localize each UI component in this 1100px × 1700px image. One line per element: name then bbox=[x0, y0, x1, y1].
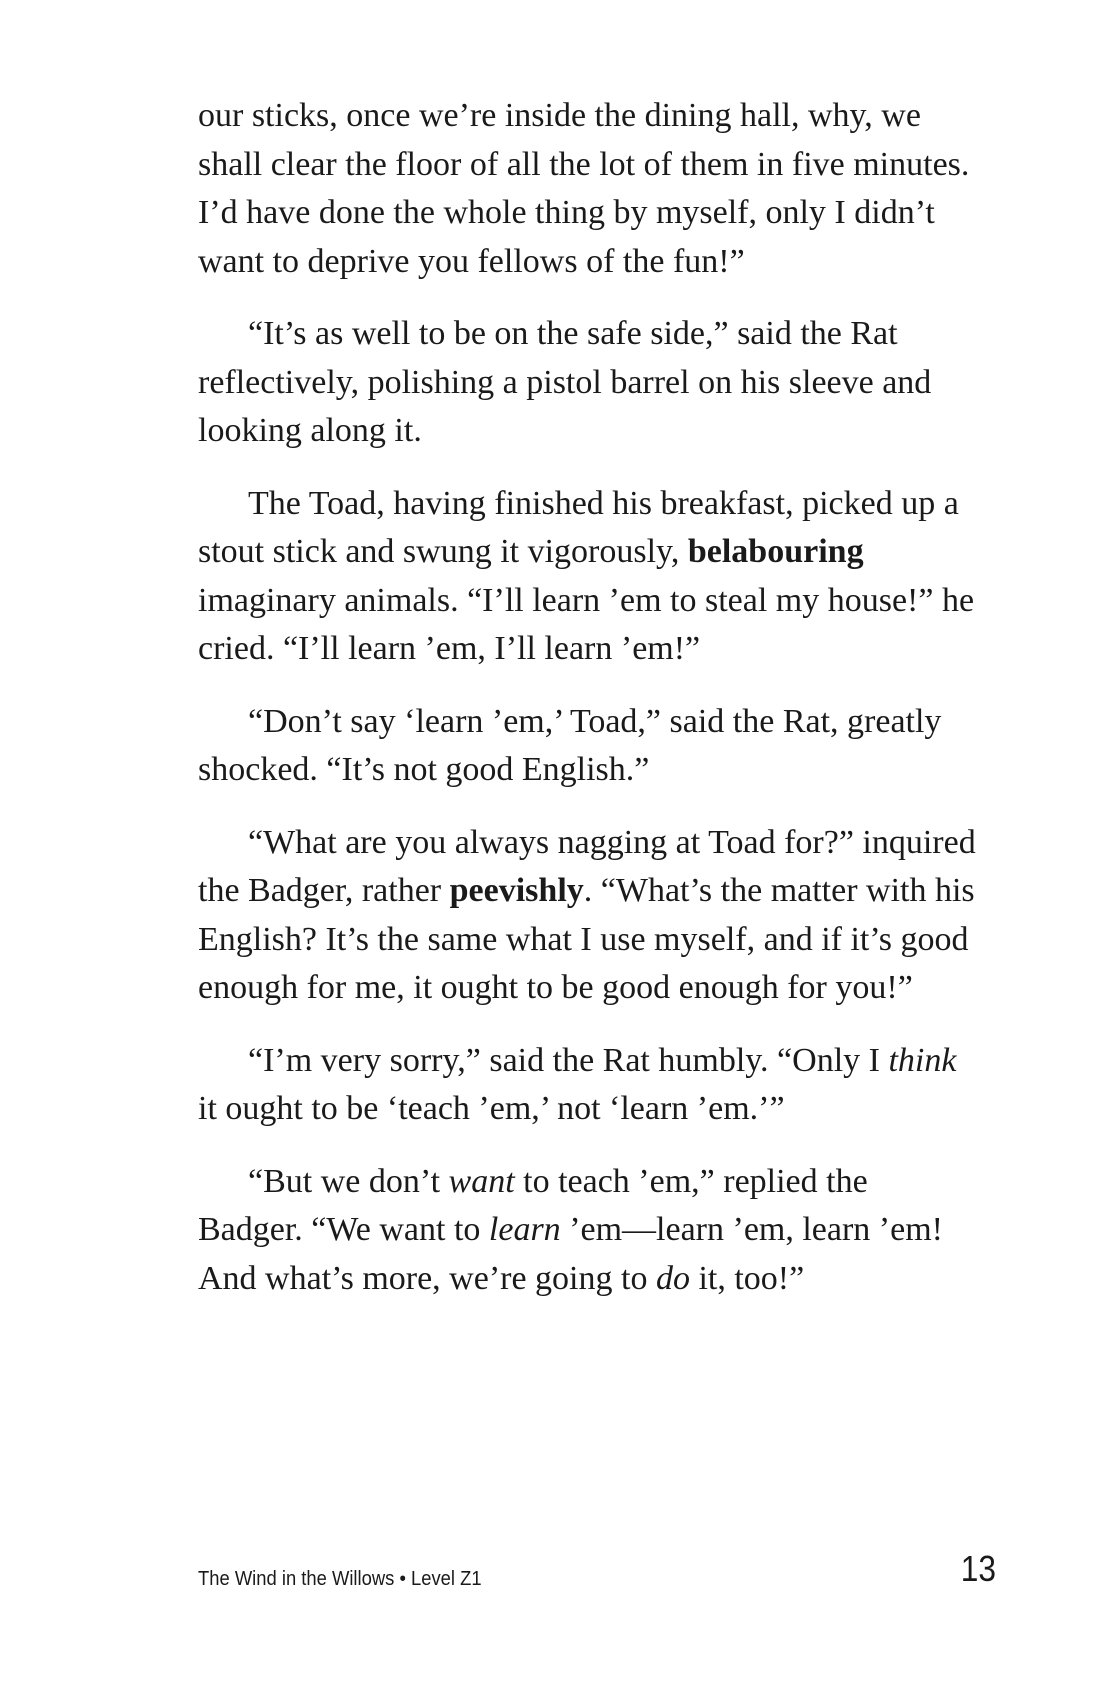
paragraph-7-part-4: it, too!” bbox=[689, 1259, 805, 1297]
paragraph-5 bbox=[198, 819, 978, 1013]
page-number: 13 bbox=[960, 1548, 996, 1589]
paragraph-7 bbox=[198, 1158, 978, 1304]
paragraph-2-text: “It’s as well to be on the safe side,” said the Rat reflectively, polishing a pistol barrel on his sleeve and looking along it. bbox=[198, 315, 932, 449]
footer-book-title: The Wind in the Willows • Level Z1 bbox=[198, 1568, 482, 1590]
paragraph-5-text-after: . “What’s the matter with his English? It’s the same what I use myself, and if it’s good enough for me, it ought to be good enough for you!” bbox=[198, 872, 975, 1006]
emphasis-do: do bbox=[655, 1259, 690, 1297]
paragraph-6-text-before: “I’m very sorry,” said the Rat humbly. “Only I bbox=[248, 1041, 889, 1079]
paragraph-2 bbox=[198, 310, 978, 456]
paragraph-1-text: our sticks, once we’re inside the dining hall, why, we shall clear the floor of all the lot of them in five minutes. I’d have done the whole thing by myself, only I didn’t want to deprive you fellows of the fun!” bbox=[198, 97, 970, 280]
paragraph-6-text-after: it ought to be ‘teach ’em,’ not ‘learn ’em.’” bbox=[198, 1090, 785, 1127]
paragraph-7-part-2: to teach ’em,” replied the Badger. “We want to bbox=[198, 1162, 868, 1248]
emphasis-think: think bbox=[888, 1041, 957, 1079]
paragraph-3-text-before: The Toad, having finished his breakfast, picked up a stout stick and swung it vigorously, bbox=[198, 484, 959, 570]
paragraph-7-part-1: “But we don’t bbox=[248, 1162, 449, 1200]
vocabulary-word-peevishly: peevishly bbox=[449, 872, 584, 909]
paragraph-3 bbox=[198, 480, 978, 674]
paragraph-1 bbox=[198, 92, 978, 286]
paragraph-3-text-after: imaginary animals. “I’ll learn ’em to steal my house!” he cried. “I’ll learn ’em, I’ll learn ’em!” bbox=[198, 581, 975, 667]
paragraph-4-text: “Don’t say ‘learn ’em,’ Toad,” said the Rat, greatly shocked. “It’s not good English.” bbox=[198, 702, 942, 788]
paragraph-4 bbox=[198, 698, 978, 795]
emphasis-want: want bbox=[448, 1162, 515, 1200]
emphasis-learn: learn bbox=[488, 1211, 561, 1248]
story-text bbox=[198, 92, 978, 1327]
paragraph-6 bbox=[198, 1037, 978, 1134]
paragraph-7-part-3: ’em—learn ’em, learn ’em! And what’s more, we’re going to bbox=[198, 1211, 943, 1297]
paragraph-5-text-before: “What are you always nagging at Toad for?” inquired the Badger, rather bbox=[198, 823, 976, 909]
vocabulary-word-belabouring: belabouring bbox=[687, 533, 864, 570]
